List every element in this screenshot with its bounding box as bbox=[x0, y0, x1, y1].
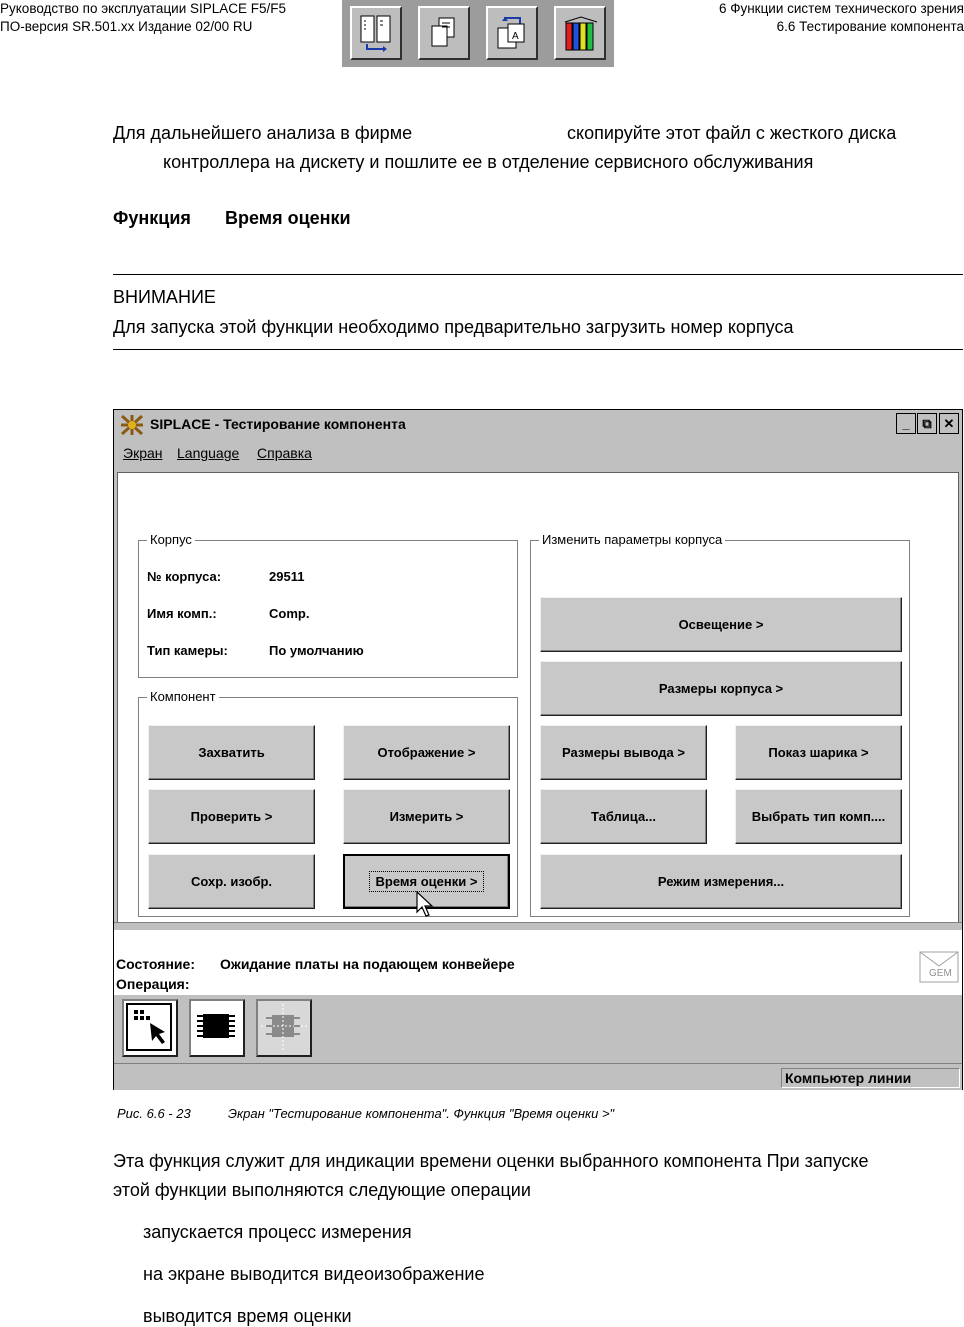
korpus-number-value: 29511 bbox=[269, 569, 305, 584]
notice-title: ВНИМАНИЕ bbox=[113, 287, 216, 307]
list-item: на экране выводится видеоизображение bbox=[143, 1264, 485, 1284]
figure-caption: Экран "Тестирование компонента". Функция "Время оценки >" bbox=[228, 1106, 615, 1121]
status-bar bbox=[114, 1063, 962, 1090]
notice-text: Для запуска этой функции необходимо предварительно загрузить номер корпуса bbox=[113, 317, 794, 337]
minimize-button[interactable] bbox=[896, 413, 916, 434]
close-button[interactable] bbox=[939, 413, 959, 434]
window-title: SIPLACE - Тестирование компонента bbox=[150, 416, 406, 432]
svg-text:A: A bbox=[512, 31, 519, 42]
line-computer-status: Компьютер линии bbox=[781, 1068, 960, 1088]
gem-label: GEM bbox=[929, 968, 952, 979]
measure-button[interactable]: Измерить > bbox=[343, 789, 510, 844]
header-chapter: 6 Функции систем технического зрения bbox=[718, 1, 964, 16]
function-heading-label: Функция bbox=[113, 208, 191, 228]
check-button[interactable]: Проверить > bbox=[148, 789, 315, 844]
split-view-icon bbox=[358, 14, 394, 52]
status-area bbox=[114, 930, 962, 998]
korpus-group bbox=[138, 532, 518, 678]
document-a-icon bbox=[494, 14, 530, 52]
change-params-group bbox=[530, 532, 910, 917]
menu-screen[interactable]: Экран bbox=[123, 445, 163, 461]
evaluation-time-button[interactable]: Время оценки > bbox=[343, 854, 510, 909]
document-a-button[interactable] bbox=[486, 6, 538, 60]
selection-arrow-icon bbox=[124, 1001, 176, 1055]
component-grid-button[interactable] bbox=[256, 999, 312, 1057]
ball-display-button[interactable]: Показ шарика > bbox=[735, 725, 902, 780]
gem-envelope-icon[interactable] bbox=[918, 946, 960, 984]
notice-bottom-rule bbox=[113, 349, 963, 350]
copy-pages-button[interactable] bbox=[418, 6, 470, 60]
korpus-number-label: № корпуса: bbox=[147, 569, 222, 584]
component-name-value: Comp. bbox=[269, 606, 310, 621]
operation-icon-bar bbox=[114, 995, 962, 1063]
split-view-button[interactable] bbox=[350, 6, 402, 60]
description-line-2: этой функции выполняются следующие операции bbox=[113, 1180, 531, 1200]
select-component-type-button[interactable]: Выбрать тип комп.... bbox=[735, 789, 902, 844]
title-bar bbox=[114, 410, 962, 439]
lead-dimensions-button[interactable]: Размеры вывода > bbox=[540, 725, 707, 780]
list-item: выводится время оценки bbox=[143, 1306, 352, 1326]
lighting-button[interactable]: Освещение > bbox=[540, 597, 902, 652]
component-legend: Компонент bbox=[147, 689, 219, 704]
operation-label: Операция: bbox=[116, 976, 190, 992]
status-value: Ожидание платы на подающем конвейере bbox=[220, 956, 515, 972]
navigation-toolbar bbox=[342, 0, 614, 67]
display-button[interactable]: Отображение > bbox=[343, 725, 510, 780]
menu-bar bbox=[114, 439, 962, 469]
table-button[interactable]: Таблица... bbox=[540, 789, 707, 844]
camera-type-value: По умолчанию bbox=[269, 643, 364, 658]
minimize-icon: _ bbox=[902, 416, 910, 431]
books-icon bbox=[562, 14, 602, 54]
header-section: 6.6 Тестирование компонента bbox=[776, 19, 964, 34]
camera-type-label: Тип камеры: bbox=[147, 643, 228, 658]
restore-icon: ⧉ bbox=[922, 416, 932, 431]
intro-line-1a: Для дальнейшего анализа в фирме bbox=[113, 123, 413, 143]
component-name-label: Имя комп.: bbox=[147, 606, 217, 621]
list-item: запускается процесс измерения bbox=[143, 1222, 412, 1242]
change-params-legend: Изменить параметры корпуса bbox=[539, 532, 725, 547]
books-button[interactable] bbox=[554, 6, 606, 60]
menu-help[interactable]: Справка bbox=[257, 445, 312, 461]
component-group bbox=[138, 689, 518, 917]
menu-language[interactable]: Language bbox=[177, 445, 240, 461]
app-window bbox=[113, 409, 963, 1090]
mouse-cursor-icon bbox=[416, 891, 436, 919]
chip-icon bbox=[191, 1001, 243, 1055]
client-area bbox=[117, 472, 959, 924]
restore-button[interactable] bbox=[917, 413, 937, 434]
intro-line-1b: скопируйте этот файл с жесткого диска bbox=[567, 123, 897, 143]
close-icon: ✕ bbox=[943, 416, 955, 431]
function-heading-name: Время оценки bbox=[225, 208, 351, 228]
siplace-logo-icon bbox=[120, 414, 144, 436]
figure-number: Рис. 6.6 - 23 bbox=[117, 1106, 191, 1121]
chip-view-button[interactable] bbox=[189, 999, 245, 1057]
korpus-legend: Корпус bbox=[147, 532, 195, 547]
capture-button[interactable]: Захватить bbox=[148, 725, 315, 780]
select-tool-button[interactable] bbox=[122, 999, 178, 1057]
header-manual-title: Руководство по эксплуатации SIPLACE F5/F5 bbox=[0, 1, 287, 16]
description-line-1: Эта функция служит для индикации времени оценки выбранного компонента При запуске bbox=[113, 1151, 869, 1171]
header-version: ПО-версия SR.501.xx Издание 02/00 RU bbox=[0, 19, 253, 34]
status-label: Состояние: bbox=[116, 956, 195, 972]
intro-line-2: контроллера на дискету и пошлите ее в отделение сервисного обслуживания bbox=[163, 152, 814, 172]
body-dimensions-button[interactable]: Размеры корпуса > bbox=[540, 661, 902, 716]
notice-top-rule bbox=[113, 274, 963, 275]
copy-pages-icon bbox=[426, 14, 462, 52]
component-grid-icon bbox=[258, 1001, 310, 1055]
measurement-mode-button[interactable]: Режим измерения... bbox=[540, 854, 902, 909]
save-image-button[interactable]: Сохр. изобр. bbox=[148, 854, 315, 909]
